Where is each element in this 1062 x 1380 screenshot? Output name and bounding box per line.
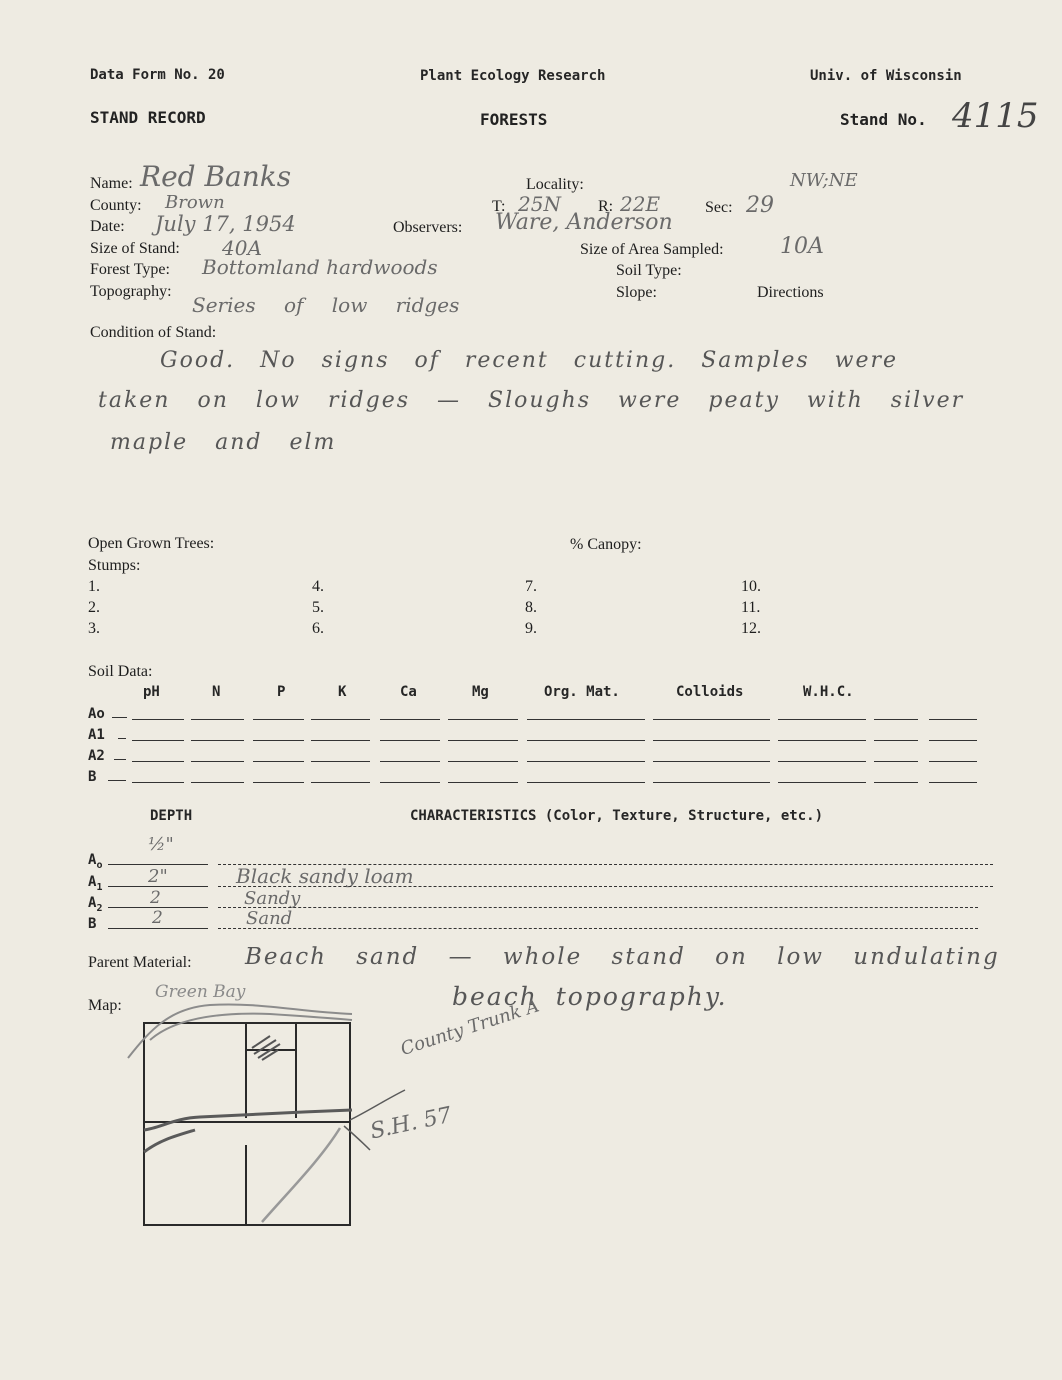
condition-line-1: Good. No signs of recent cutting. Samples were <box>160 348 899 373</box>
canopy-label: % Canopy: <box>570 536 642 553</box>
stump-1: 1. <box>88 578 100 595</box>
stump-4: 4. <box>312 578 324 595</box>
depth-value: 2 <box>150 888 161 908</box>
stump-7: 7. <box>525 578 537 595</box>
stump-2: 2. <box>88 599 100 616</box>
observers-label: Observers: <box>393 219 463 236</box>
record-title: STAND RECORD <box>90 108 206 127</box>
township-label: T: <box>492 198 506 215</box>
university: Univ. of Wisconsin <box>810 68 962 84</box>
observers-value: Ware, Anderson <box>495 210 673 235</box>
directions-label: Directions <box>757 284 824 301</box>
date-label: Date: <box>90 218 125 235</box>
condition-line-2: taken on low ridges — Sloughs were peaty with silver <box>98 388 965 413</box>
map-county-trunk: County Trunk A <box>398 995 542 1060</box>
stumps-label: Stumps: <box>88 557 141 574</box>
soil-data-label: Soil Data: <box>88 663 153 680</box>
characteristic-value: Sandy <box>244 888 301 909</box>
depth-label: DEPTH <box>150 808 193 824</box>
map-label: Map: <box>88 997 122 1014</box>
size-value: 40A <box>222 236 262 260</box>
soil-col-p: P <box>277 684 286 700</box>
stump-12: 12. <box>741 620 761 637</box>
parent-material-line-2: beach topography. <box>452 982 728 1011</box>
soil-col-n: N <box>212 684 221 700</box>
county-value: Brown <box>165 192 225 213</box>
locality-value: NW;NE <box>790 170 858 191</box>
parent-material-label: Parent Material: <box>88 954 192 971</box>
topography-label: Topography: <box>90 283 172 300</box>
soil-row-a1: A1 <box>88 727 105 743</box>
stump-3: 3. <box>88 620 100 637</box>
size-label: Size of Stand: <box>90 240 180 257</box>
condition-line-3: maple and elm <box>110 430 337 455</box>
soil-type-label: Soil Type: <box>616 262 682 279</box>
stump-9: 9. <box>525 620 537 637</box>
soil-col-k: K <box>338 684 347 700</box>
slope-label: Slope: <box>616 284 657 301</box>
condition-label: Condition of Stand: <box>90 324 217 341</box>
soil-col-mg: Mg <box>472 684 489 700</box>
characteristics-label: CHARACTERISTICS (Color, Texture, Structure, etc.) <box>410 808 824 824</box>
forest-type-label: Forest Type: <box>90 261 170 278</box>
soil-col-whc: W.H.C. <box>803 684 854 700</box>
soil-row-a2: A2 <box>88 748 105 764</box>
characteristic-value: Black sandy loam <box>236 864 414 888</box>
section-label: Sec: <box>705 199 733 216</box>
category-title: FORESTS <box>480 110 548 129</box>
soil-col-org-mat: Org. Mat. <box>544 684 620 700</box>
research-title: Plant Ecology Research <box>420 68 606 84</box>
soil-row-b: B <box>88 769 97 785</box>
form-number: Data Form No. 20 <box>90 67 225 83</box>
map-roads <box>144 1090 405 1222</box>
name-label: Name: <box>90 175 133 192</box>
range-label: R: <box>598 198 614 215</box>
township-value: 25N <box>518 192 561 216</box>
depth-value: 2 <box>152 908 163 928</box>
date-value: July 17, 1954 <box>155 212 296 236</box>
map-shoreline <box>128 1004 352 1058</box>
forest-type-value: Bottomland hardwoods <box>202 255 438 279</box>
soil-row-ao: Ao <box>88 706 105 722</box>
soil-col-colloids: Colloids <box>676 684 744 700</box>
stand-number: 4115 <box>952 96 1039 136</box>
stump-6: 6. <box>312 620 324 637</box>
depth-value: 2" <box>148 866 168 887</box>
area-sampled-label: Size of Area Sampled: <box>580 241 724 258</box>
map-sh57: S.H. 57 <box>368 1102 454 1145</box>
county-label: County: <box>90 197 142 214</box>
stump-11: 11. <box>741 599 761 616</box>
topography-value: Series of low ridges <box>192 293 460 317</box>
parent-material-line-1: Beach sand — whole stand on low undulating <box>245 944 1000 970</box>
stump-5: 5. <box>312 599 324 616</box>
map-green-bay: Green Bay <box>155 982 246 1002</box>
locality-label: Locality: <box>526 176 584 193</box>
map-stand-hatch <box>252 1036 280 1060</box>
section-value: 29 <box>746 193 774 218</box>
area-sampled-value: 10A <box>780 234 824 259</box>
range-value: 22E <box>620 192 661 216</box>
open-grown-label: Open Grown Trees: <box>88 535 215 552</box>
map-frame <box>144 1023 350 1225</box>
soil-col-ca: Ca <box>400 684 417 700</box>
name-value: Red Banks <box>140 160 292 193</box>
characteristic-value: Sand <box>246 908 293 929</box>
soil-col-ph: pH <box>143 684 160 700</box>
depth-value: ½" <box>148 834 174 855</box>
stand-label: Stand No. <box>840 110 927 129</box>
stump-8: 8. <box>525 599 537 616</box>
stump-10: 10. <box>741 578 761 595</box>
